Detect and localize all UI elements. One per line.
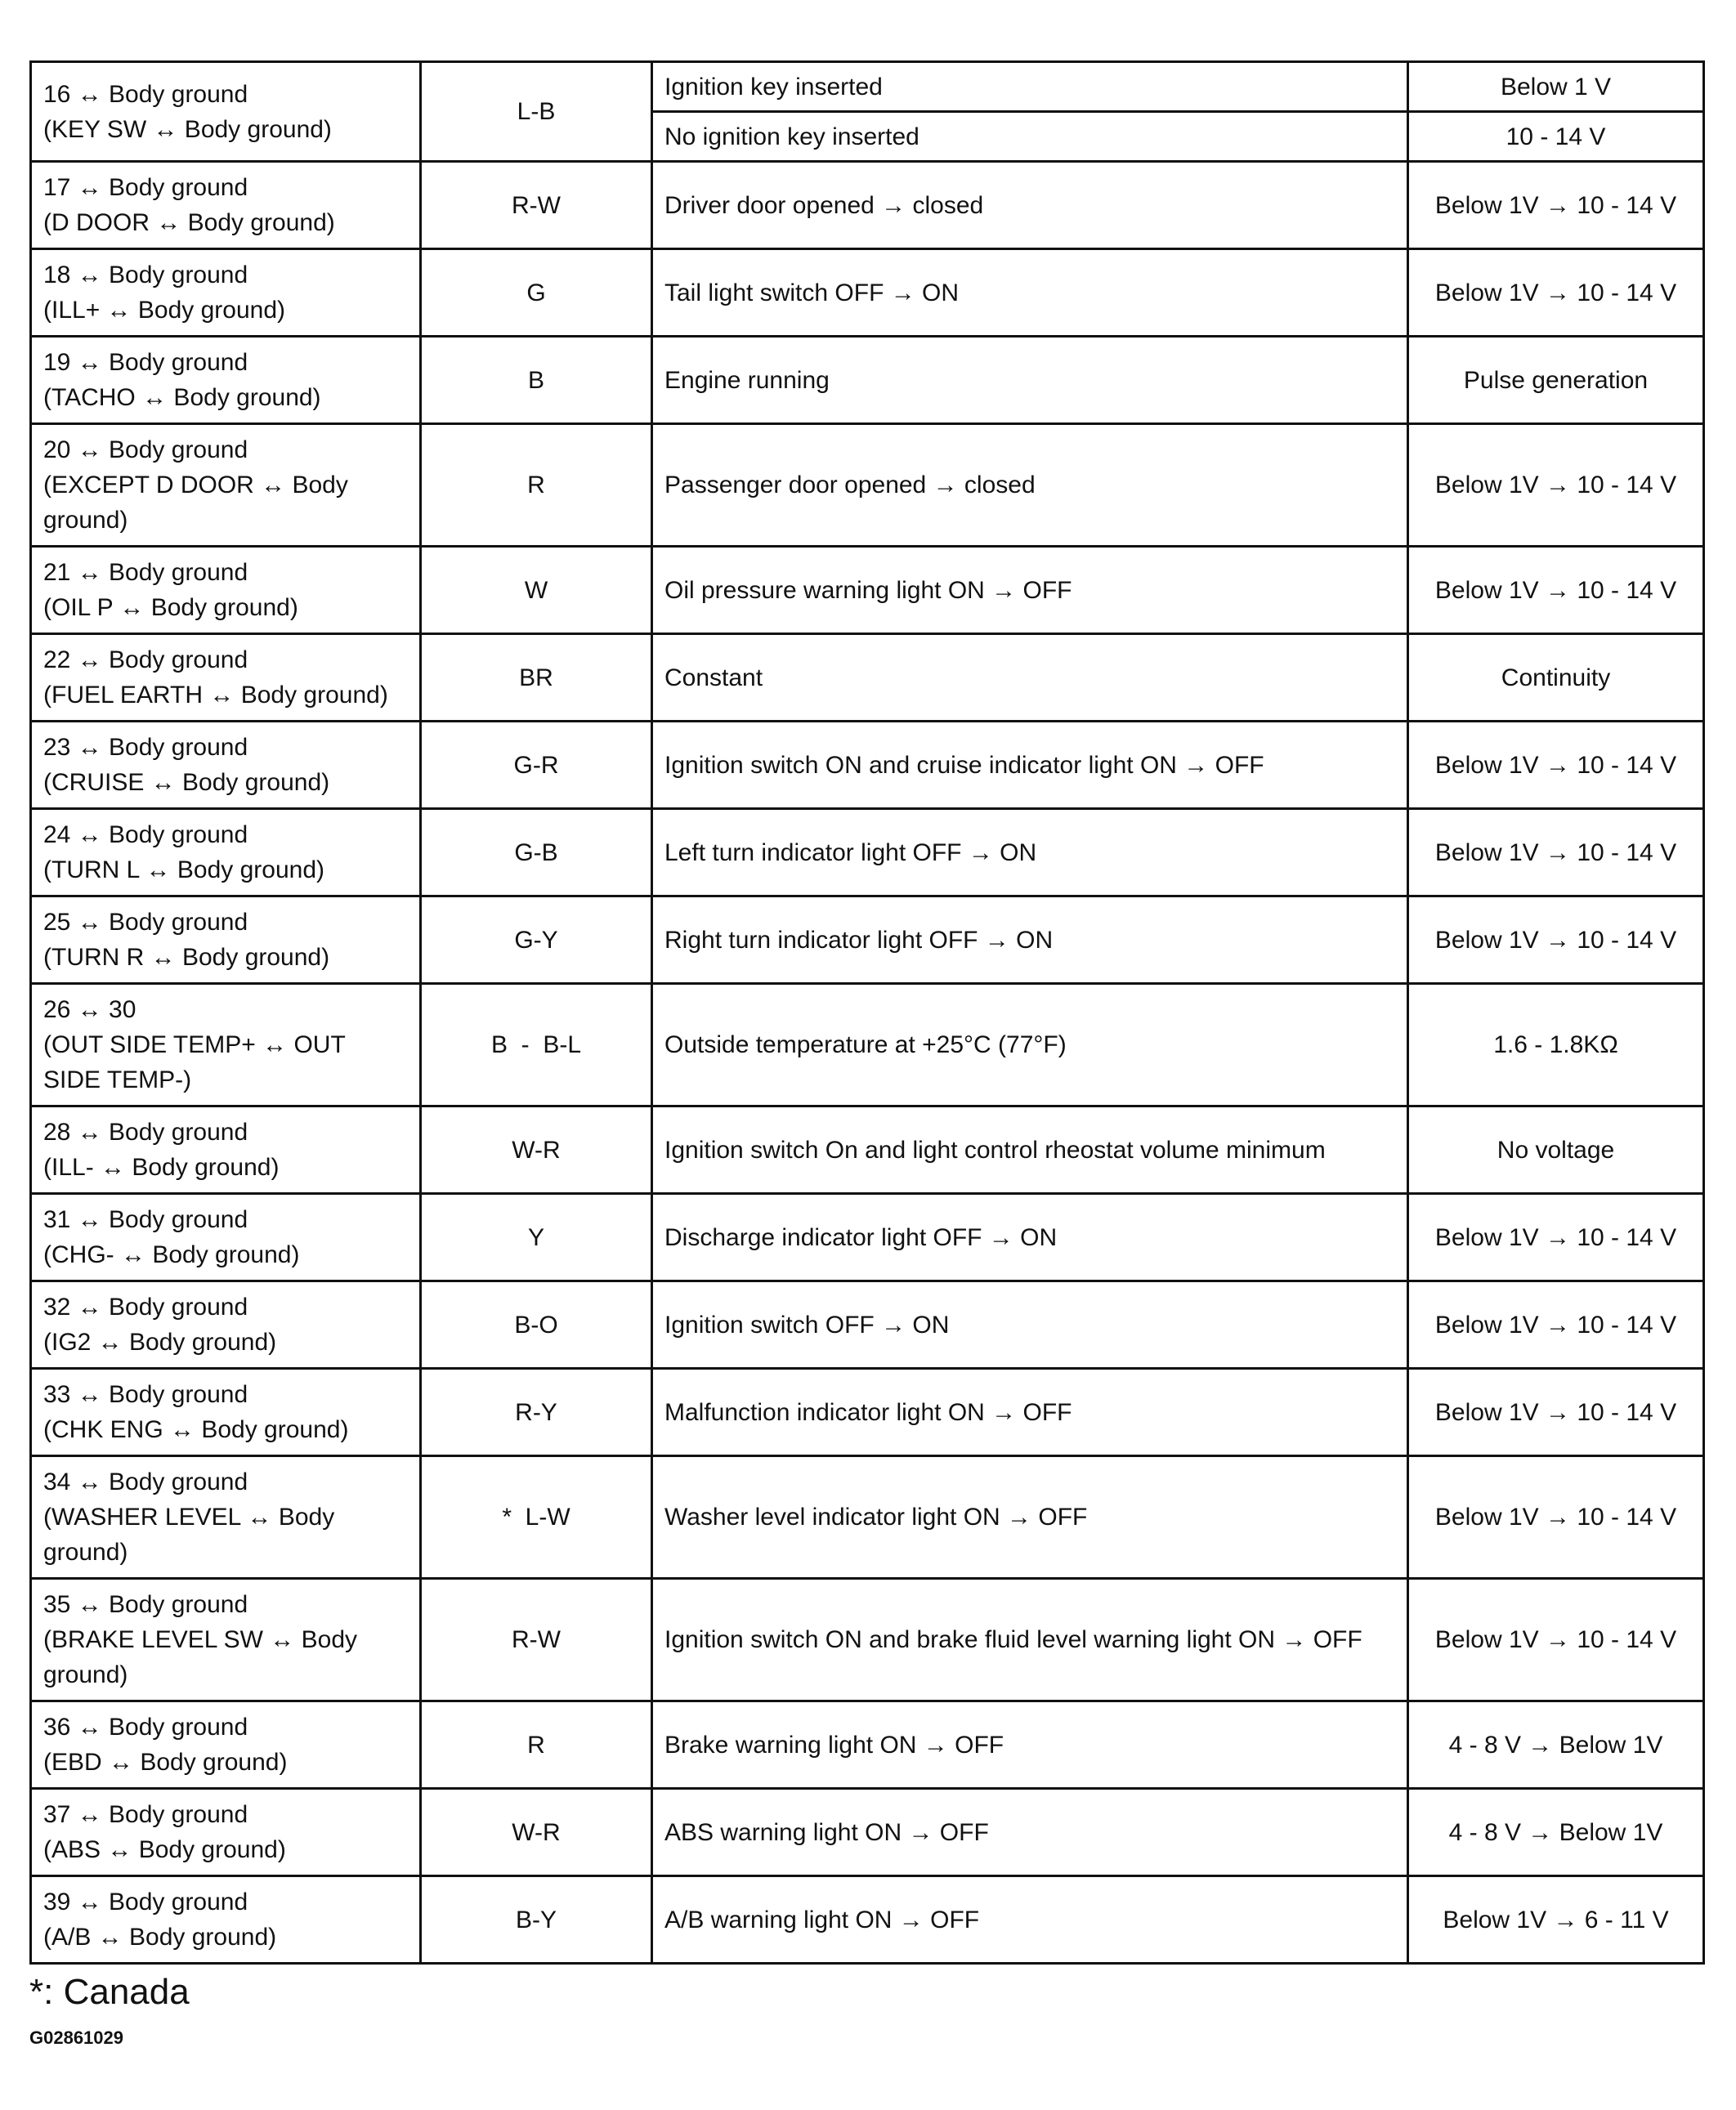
wire-color-cell: G-B [421,809,652,896]
spec-cell: Below 1V → 10 - 14 V [1408,896,1704,984]
terminal-description: (A/B ↔ Body ground) [43,1924,277,1951]
terminal-description: (EXCEPT D DOOR ↔ Body [43,472,348,498]
wire-color-cell: Y [421,1194,652,1281]
table-row [31,547,1704,634]
terminal-pair: 37 ↔ Body ground [43,1801,248,1828]
terminal-description: (TACHO ↔ Body ground) [43,384,321,411]
terminal-pair: 17 ↔ Body ground [43,174,248,201]
terminal-pair: 20 ↔ Body ground [43,436,248,463]
spec-cell: 1.6 - 1.8KΩ [1408,984,1704,1106]
wire-color-cell: W-R [421,1789,652,1876]
terminal-cell [31,249,421,337]
terminal-description: (ILL- ↔ Body ground) [43,1154,280,1181]
terminal-pair: 19 ↔ Body ground [43,349,248,376]
terminal-description: (KEY SW ↔ Body ground) [43,115,332,143]
terminal-description: (CRUISE ↔ Body ground) [43,769,330,796]
condition-cell: Ignition switch On and light control rheostat volume minimum [652,1106,1408,1194]
spec-cell: Below 1V → 10 - 14 V [1408,249,1704,337]
wire-color-cell: R [421,424,652,547]
spec-cell: 4 - 8 V → Below 1V [1408,1701,1704,1789]
terminal-cell [31,1194,421,1281]
terminal-pair: 35 ↔ Body ground [43,1591,248,1618]
terminal-cell [31,547,421,634]
terminal-spec-table [29,60,1705,1965]
condition-cell: Brake warning light ON → OFF [652,1701,1408,1789]
terminal-cell [31,896,421,984]
condition-cell: Engine running [652,337,1408,424]
spec-cell: Below 1V → 6 - 11 V [1408,1876,1704,1964]
table-row [31,634,1704,722]
condition-cell: Constant [652,634,1408,722]
terminal-cell [31,1369,421,1456]
condition-cell: Discharge indicator light OFF → ON [652,1194,1408,1281]
terminal-pair: 28 ↔ Body ground [43,1119,248,1146]
terminal-description: (CHG- ↔ Body ground) [43,1241,300,1268]
table-row [31,1106,1704,1194]
table-row [31,249,1704,337]
wire-color-cell: W [421,547,652,634]
spec-cell: Below 1V → 10 - 14 V [1408,162,1704,249]
condition-cell: Malfunction indicator light ON → OFF [652,1369,1408,1456]
terminal-cell [31,722,421,809]
condition-cell: Left turn indicator light OFF → ON [652,809,1408,896]
terminal-cell [31,62,421,162]
table-row [31,984,1704,1106]
condition-cell: No ignition key inserted [652,112,1408,162]
spec-cell: No voltage [1408,1106,1704,1194]
spec-cell: Below 1V → 10 - 14 V [1408,1369,1704,1456]
terminal-pair: 33 ↔ Body ground [43,1381,248,1408]
terminal-pair: 25 ↔ Body ground [43,909,248,936]
condition-cell: Ignition switch ON and cruise indicator light ON → OFF [652,722,1408,809]
terminal-description: (TURN R ↔ Body ground) [43,944,330,971]
condition-cell: Right turn indicator light OFF → ON [652,896,1408,984]
terminal-description: (FUEL EARTH ↔ Body ground) [43,682,388,709]
wire-color-cell: R-W [421,162,652,249]
terminal-pair: 36 ↔ Body ground [43,1714,248,1741]
terminal-cell [31,1456,421,1579]
condition-cell: Passenger door opened → closed [652,424,1408,547]
condition-cell: Washer level indicator light ON → OFF [652,1456,1408,1579]
wire-color-cell: B [421,337,652,424]
terminal-description: ground) [43,507,128,534]
wire-color-cell: B-O [421,1281,652,1369]
wire-color-cell: G [421,249,652,337]
spec-cell: Below 1V → 10 - 14 V [1408,722,1704,809]
condition-cell: Ignition switch ON and brake fluid level warning light ON → OFF [652,1579,1408,1701]
terminal-cell [31,634,421,722]
condition-cell: Ignition key inserted [652,62,1408,112]
spec-cell: Below 1 V [1408,62,1704,112]
terminal-description: (EBD ↔ Body ground) [43,1749,288,1776]
terminal-description: (OIL P ↔ Body ground) [43,594,298,621]
spec-cell: Below 1V → 10 - 14 V [1408,1281,1704,1369]
table-row [31,1579,1704,1701]
table-row [31,62,1704,112]
terminal-pair: 39 ↔ Body ground [43,1889,248,1916]
terminal-description: ground) [43,1539,128,1566]
table-row [31,1194,1704,1281]
spec-cell: Below 1V → 10 - 14 V [1408,809,1704,896]
terminal-cell [31,809,421,896]
terminal-description: (D DOOR ↔ Body ground) [43,209,335,236]
terminal-cell [31,984,421,1106]
terminal-cell [31,1281,421,1369]
terminal-description: SIDE TEMP-) [43,1066,192,1093]
wire-color-cell: B - B-L [421,984,652,1106]
wire-color-cell: R [421,1701,652,1789]
table-row [31,722,1704,809]
terminal-description: (ABS ↔ Body ground) [43,1836,286,1863]
wire-color-cell: W-R [421,1106,652,1194]
terminal-pair: 16 ↔ Body ground [43,80,248,108]
wire-color-cell: G-Y [421,896,652,984]
terminal-pair: 34 ↔ Body ground [43,1469,248,1495]
condition-cell: Outside temperature at +25°C (77°F) [652,984,1408,1106]
wire-color-cell: G-R [421,722,652,809]
terminal-cell [31,1579,421,1701]
spec-cell: Continuity [1408,634,1704,722]
wire-color-cell: BR [421,634,652,722]
table-row [31,162,1704,249]
terminal-description: (TURN L ↔ Body ground) [43,856,325,883]
terminal-description: (IG2 ↔ Body ground) [43,1329,277,1356]
figure-id: G02861029 [29,2027,123,2048]
terminal-pair: 24 ↔ Body ground [43,821,248,848]
terminal-cell [31,1106,421,1194]
terminal-cell [31,424,421,547]
terminal-description: (OUT SIDE TEMP+ ↔ OUT [43,1031,346,1058]
terminal-pair: 23 ↔ Body ground [43,734,248,761]
terminal-pair: 21 ↔ Body ground [43,559,248,586]
terminal-cell [31,162,421,249]
condition-cell: A/B warning light ON → OFF [652,1876,1408,1964]
wire-color-cell: B-Y [421,1876,652,1964]
terminal-description: (ILL+ ↔ Body ground) [43,297,286,324]
condition-cell: ABS warning light ON → OFF [652,1789,1408,1876]
wire-color-cell: R-W [421,1579,652,1701]
table-row [31,1281,1704,1369]
terminal-description: ground) [43,1661,128,1688]
wire-color-cell: L-B [421,62,652,162]
table-row [31,1876,1704,1964]
spec-cell: Below 1V → 10 - 14 V [1408,424,1704,547]
spec-cell: Below 1V → 10 - 14 V [1408,1579,1704,1701]
table-row [31,337,1704,424]
terminal-description: (CHK ENG ↔ Body ground) [43,1416,349,1443]
table-row [31,1369,1704,1456]
terminal-pair: 18 ↔ Body ground [43,262,248,288]
condition-cell: Tail light switch OFF → ON [652,249,1408,337]
terminal-cell [31,1789,421,1876]
condition-cell: Ignition switch OFF → ON [652,1281,1408,1369]
table-row [31,1789,1704,1876]
spec-cell: Pulse generation [1408,337,1704,424]
terminal-pair: 26 ↔ 30 [43,996,136,1023]
table-body [31,62,1704,1964]
terminal-cell [31,337,421,424]
terminal-description: (WASHER LEVEL ↔ Body [43,1504,335,1531]
spec-cell: 4 - 8 V → Below 1V [1408,1789,1704,1876]
wire-color-cell: R-Y [421,1369,652,1456]
spec-cell: Below 1V → 10 - 14 V [1408,1456,1704,1579]
table-row [31,1701,1704,1789]
terminal-cell [31,1876,421,1964]
condition-cell: Oil pressure warning light ON → OFF [652,547,1408,634]
terminal-cell [31,1701,421,1789]
spec-cell: Below 1V → 10 - 14 V [1408,1194,1704,1281]
terminal-pair: 22 ↔ Body ground [43,646,248,673]
spec-cell: Below 1V → 10 - 14 V [1408,547,1704,634]
wire-color-cell: * L-W [421,1456,652,1579]
terminal-pair: 32 ↔ Body ground [43,1294,248,1321]
terminal-pair: 31 ↔ Body ground [43,1206,248,1233]
table-row [31,1456,1704,1579]
table-row [31,896,1704,984]
footnote: *: Canada [29,1972,190,2012]
table-row [31,424,1704,547]
terminal-description: (BRAKE LEVEL SW ↔ Body [43,1626,358,1653]
table-row [31,809,1704,896]
spec-cell: 10 - 14 V [1408,112,1704,162]
condition-cell: Driver door opened → closed [652,162,1408,249]
